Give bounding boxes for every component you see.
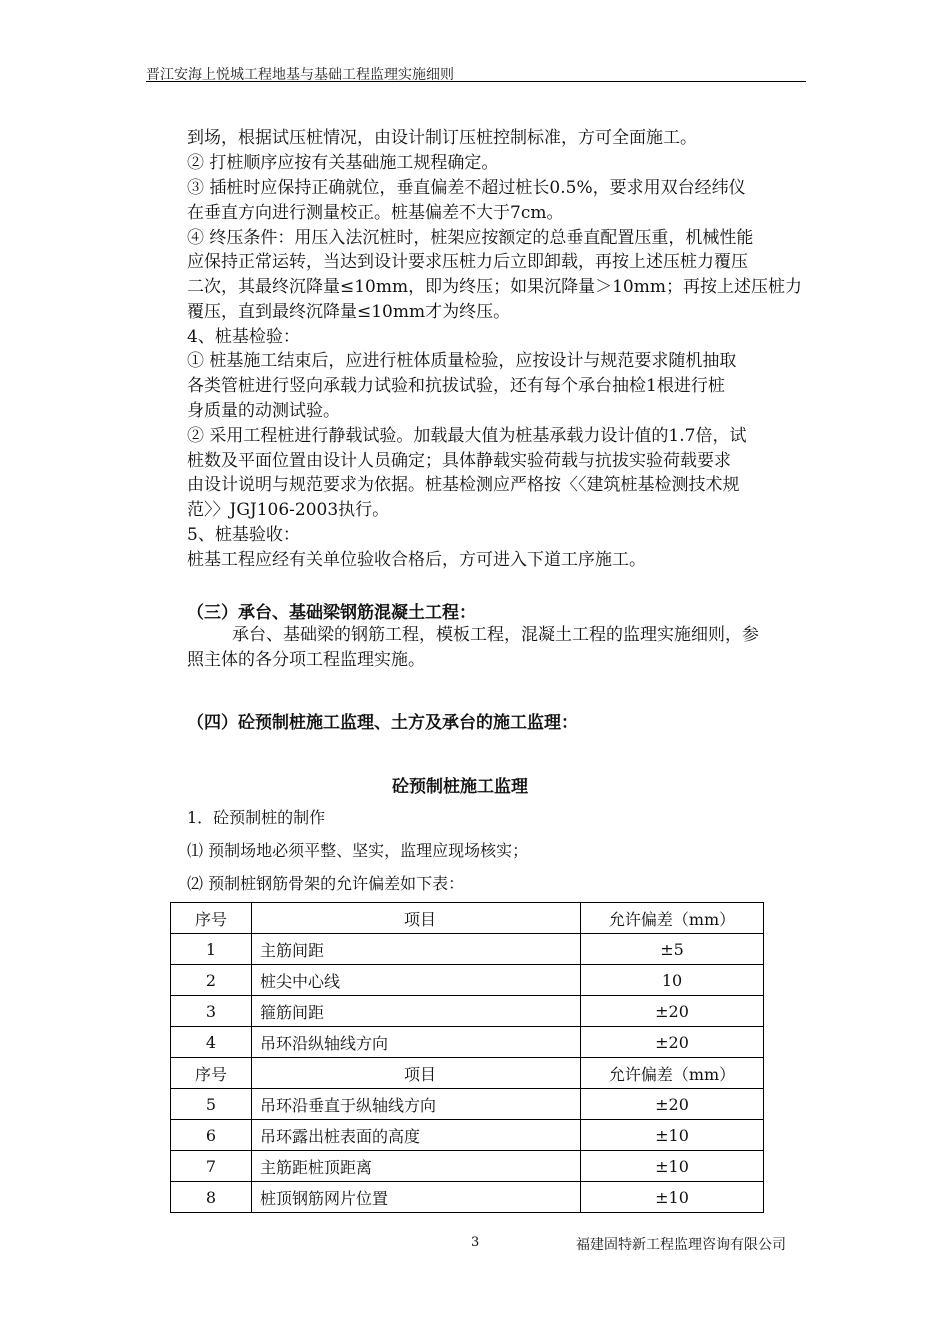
body-line: 4、桩基检验： bbox=[187, 327, 300, 347]
table-row bbox=[171, 996, 764, 1027]
table-cell: 6 bbox=[171, 1120, 252, 1151]
body-line: 身质量的动测试验。 bbox=[187, 401, 340, 421]
section-heading: （三）承台、基础梁钢筋混凝土工程： bbox=[187, 603, 476, 623]
table-cell: ±20 bbox=[581, 996, 764, 1027]
table-cell: ±10 bbox=[581, 1120, 764, 1151]
header-cell: 序号 bbox=[171, 903, 252, 934]
body-line: 桩数及平面位置由设计人员确定；具体静载实验荷载与抗拔实验荷载要求 bbox=[187, 451, 731, 471]
body-line: 各类管桩进行竖向承载力试验和抗拔试验，还有每个承台抽检1根进行桩 bbox=[187, 376, 725, 396]
body-line: 覆压，直到最终沉降量≤10mm才为终压。 bbox=[187, 302, 511, 322]
body-line: ③ 插桩时应保持正确就位，垂直偏差不超过桩长0.5%，要求用双台经纬仪 bbox=[187, 178, 746, 198]
table-row bbox=[171, 1089, 764, 1120]
body-line: ④ 终压条件：用压入法沉桩时，桩架应按额定的总垂直配置压重，机械性能 bbox=[187, 228, 754, 248]
table-cell: 5 bbox=[171, 1089, 252, 1120]
table-row bbox=[171, 1151, 764, 1182]
table-cell: 4 bbox=[171, 1027, 252, 1058]
table-header-row bbox=[171, 1058, 764, 1089]
section-heading: （四）砼预制桩施工监理、土方及承台的施工监理： bbox=[187, 713, 578, 733]
footer-company: 福建固特新工程监理咨询有限公司 bbox=[576, 1237, 786, 1253]
table-cell: ±10 bbox=[581, 1151, 764, 1182]
table-cell: 主筋间距 bbox=[252, 934, 581, 965]
running-header: 晋江安海上悦城工程地基与基础工程监理实施细则 bbox=[146, 67, 454, 83]
header-rule bbox=[146, 81, 806, 82]
table-row bbox=[171, 965, 764, 996]
header-cell: 允许偏差（mm） bbox=[581, 1058, 764, 1089]
table-row bbox=[171, 1027, 764, 1058]
list-item: 1．砼预制桩的制作 bbox=[187, 808, 326, 827]
list-item: ⑵ 预制桩钢筋骨架的允许偏差如下表： bbox=[187, 874, 465, 893]
table-cell: 吊环沿纵轴线方向 bbox=[252, 1027, 581, 1058]
table-row bbox=[171, 1182, 764, 1213]
body-line: 到场，根据试压桩情况，由设计制订压桩控制标准，方可全面施工。 bbox=[187, 128, 697, 148]
header-cell: 允许偏差（mm） bbox=[581, 903, 764, 934]
page-number: 3 bbox=[471, 1235, 480, 1250]
tolerance-table bbox=[170, 902, 764, 1213]
table-row bbox=[171, 1120, 764, 1151]
section-paragraph: 照主体的各分项工程监理实施。 bbox=[187, 650, 425, 670]
table-cell: 3 bbox=[171, 996, 252, 1027]
table-cell: 2 bbox=[171, 965, 252, 996]
table-cell: ±5 bbox=[581, 934, 764, 965]
section-paragraph: 承台、基础梁的钢筋工程，模板工程，混凝土工程的监理实施细则，参 bbox=[232, 625, 759, 645]
table-cell: 7 bbox=[171, 1151, 252, 1182]
table-cell: 主筋距桩顶距离 bbox=[252, 1151, 581, 1182]
table-cell: 1 bbox=[171, 934, 252, 965]
body-line: 桩基工程应经有关单位验收合格后，方可进入下道工序施工。 bbox=[187, 550, 646, 570]
body-line: 5、桩基验收： bbox=[187, 525, 300, 545]
body-line: 在垂直方向进行测量校正。桩基偏差不大于7cm。 bbox=[187, 203, 564, 223]
table-cell: 桩顶钢筋网片位置 bbox=[252, 1182, 581, 1213]
table-cell: 吊环露出桩表面的高度 bbox=[252, 1120, 581, 1151]
body-line: ① 桩基施工结束后，应进行桩体质量检验，应按设计与规范要求随机抽取 bbox=[187, 351, 737, 371]
table-cell: 吊环沿垂直于纵轴线方向 bbox=[252, 1089, 581, 1120]
table-cell: ±20 bbox=[581, 1089, 764, 1120]
table-row bbox=[171, 934, 764, 965]
table-cell: ±20 bbox=[581, 1027, 764, 1058]
list-item: ⑴ 预制场地必须平整、坚实，监理应现场核实； bbox=[187, 841, 529, 860]
body-line: ② 采用工程桩进行静载试验。加载最大值为桩基承载力设计值的1.7倍，试 bbox=[187, 426, 747, 446]
table-cell: ±10 bbox=[581, 1182, 764, 1213]
table-cell: 10 bbox=[581, 965, 764, 996]
table-cell: 桩尖中心线 bbox=[252, 965, 581, 996]
header-cell: 序号 bbox=[171, 1058, 252, 1089]
header-cell: 项目 bbox=[252, 1058, 581, 1089]
body-line: 范〉〉JGJ106-2003执行。 bbox=[187, 500, 390, 520]
subsection-title: 砼预制桩施工监理 bbox=[392, 777, 528, 797]
table-header-row bbox=[171, 903, 764, 934]
header-cell: 项目 bbox=[252, 903, 581, 934]
table-cell: 8 bbox=[171, 1182, 252, 1213]
body-line: 二次，其最终沉降量≤10mm，即为终压；如果沉降量＞10mm；再按上述压桩力 bbox=[187, 277, 802, 297]
body-line: 由设计说明与规范要求为依据。桩基检测应严格按〈〈建筑桩基检测技术规 bbox=[187, 475, 740, 495]
body-line: 应保持正常运转，当达到设计要求压桩力后立即卸载，再按上述压桩力覆压 bbox=[187, 252, 748, 272]
body-line: ② 打桩顺序应按有关基础施工规程确定。 bbox=[187, 153, 499, 173]
table-cell: 箍筋间距 bbox=[252, 996, 581, 1027]
